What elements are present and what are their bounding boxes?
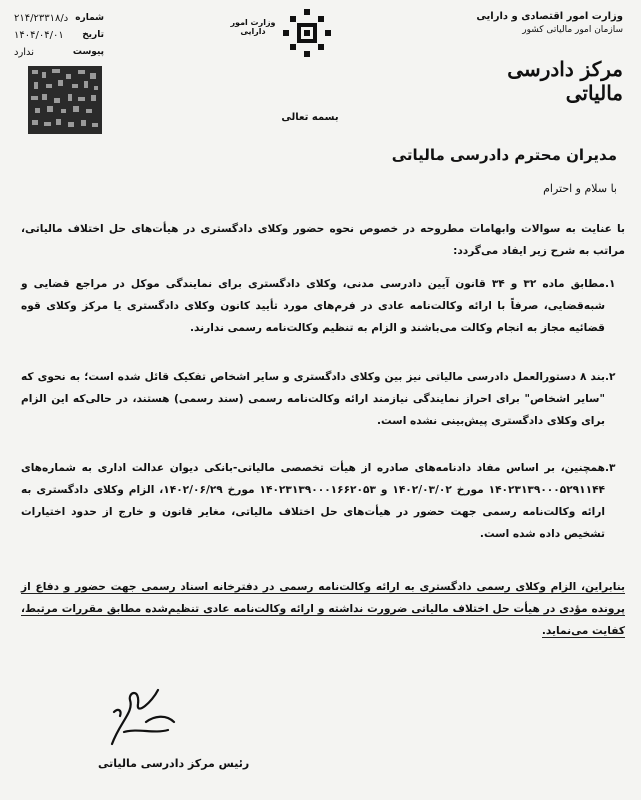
item-text: همچنین، بر اساس مفاد دادنامه‌های صادره از هیأت تخصصی مالیاتی-بانکی دیوان عدالت اداری به شماره‌های ۱۴۰۲۳۱۳۹۰۰۰۵۲۹۱۱۴۴ مورخ ۱۴۰۲/۰۳/۰۲ و ۱۴۰۲۳۱۳۹۰۰۰۱۶۶۲۰۵۳ مورخ ۱۴۰۲/۰۶/۲۹، الزام وکلای دادگستری به ارائه وکالت‌نامه رسمی جهت حضور در هیأت‌های حل اختلاف مالیاتی، مغایر قانون و خارج از حدود اختیارات تشخیص داده شده است.: [21, 462, 605, 540]
attachment-label: پیوست: [72, 47, 104, 57]
basmala: بسمه تعالی: [281, 112, 339, 123]
conclusion-paragraph: [21, 576, 625, 642]
item-number: ۱.: [605, 278, 616, 290]
item-number: ۲.: [605, 371, 616, 383]
center-name: مرکز دادرسی مالیاتی: [507, 57, 623, 105]
addressee: مدیران محترم دادرسی مالیاتی: [391, 146, 617, 164]
organization-name: سازمان امور مالیاتی کشور: [522, 25, 623, 35]
ministry-name: وزارت امور اقتصادی و دارایی: [476, 11, 623, 22]
signatory-title: رئیس مرکز دادرسی مالیاتی: [98, 757, 250, 770]
conclusion-text: بنابراین، الزام وکلای رسمی دادگستری به ارائه وکالت‌نامه رسمی در دفترخانه اسناد رسمی جهت حضور و دفاع از پرونده مؤدی در هیأت حل اختلاف مالیاتی ضرورت نداشته و ارائه وکالت‌نامه عادی تنظیم‌شده مطابق مقررات مرتبط، کفایت می‌نماید.: [21, 581, 625, 637]
list-item: [21, 457, 625, 545]
item-number: ۳.: [605, 462, 616, 474]
emblem-caption: وزارت امور دارایی: [230, 18, 276, 36]
letterhead: [473, 10, 623, 105]
signature-icon: [94, 682, 204, 756]
list-item: [21, 366, 625, 432]
item-text: مطابق ماده ۳۲ و ۳۴ قانون آیین دادرسی مدنی، وکلای دادگستری برای نمایندگی موکل در مراجع قضایی و شبه‌قضایی، صرفاً با ارائه وکالت‌نامه عادی در فرم‌های مورد تأیید کانون وکلای دادگستری یا مرکز وکلای قوه قضائیه مجاز به انجام وکالت می‌باشند و الزام به تنظیم وکالت‌نامه رسمی ندارند.: [21, 278, 605, 334]
attachment-value: ندارد: [14, 47, 35, 58]
date-label: تاریخ: [82, 30, 104, 40]
emblem-icon: [282, 8, 332, 58]
letter-number: د/۲۱۴/۲۳۳۱۸: [14, 13, 69, 24]
letter-date: ۱۴۰۴/۰۴/۰۱: [14, 30, 64, 41]
number-label: شماره: [75, 13, 104, 23]
qr-code-icon: [28, 66, 102, 134]
item-text: بند ۸ دستورالعمل دادرسی مالیاتی نیز بین وکلای دادگستری و سایر اشخاص تفکیک قائل شده است؛ به نحوی که "سایر اشخاص" برای احراز نمایندگی نیازمند ارائه وکالت‌نامه رسمی (سند رسمی) هستند، در حالی‌که این الزام برای وکلای دادگستری پیش‌بینی نشده است.: [21, 371, 605, 427]
letter-meta: [14, 10, 104, 61]
list-item: [21, 273, 625, 339]
intro-paragraph: با عنایت به سوالات وابهامات مطروحه در خصوص نحوه حضور وکلای دادگستری در هیأت‌های حل اختلاف مالیاتی، مراتب به شرح زیر ایفاد می‌گردد:: [21, 223, 625, 257]
greeting: با سلام و احترام: [543, 182, 617, 195]
